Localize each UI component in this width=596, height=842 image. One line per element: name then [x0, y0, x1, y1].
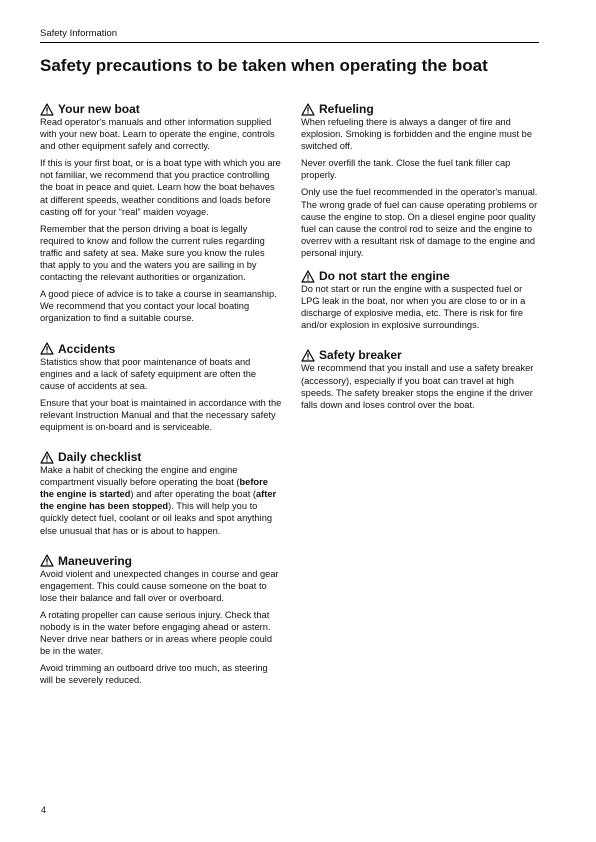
warning-triangle-icon: [301, 270, 315, 283]
section-maneuvering: [40, 554, 282, 687]
warning-triangle-icon: [301, 349, 315, 362]
warning-triangle-icon: [40, 342, 54, 355]
right-column: [301, 102, 543, 416]
paragraph: Never overfill the tank. Close the fuel tank filler cap properly.: [301, 158, 511, 181]
bold-phrase: after the engine has been stopped: [40, 489, 277, 512]
section-refueling: [301, 102, 543, 259]
warning-triangle-icon: [301, 103, 315, 116]
warning-triangle-icon: [40, 103, 54, 116]
paragraph: Remember that the person driving a boat is legally required to know and follow the current rules regarding traffic and safety at sea. Make sure you know the rules that apply to you and the waters you are sailing in by contacting the relevant authorities or organization.: [40, 223, 265, 283]
section-do-not-start-engine: [301, 269, 543, 331]
left-column: [40, 102, 282, 691]
bold-phrase: before the engine is started: [40, 477, 268, 500]
paragraph: A good piece of advice is to take a course in seamanship. We recommend that you contact your local boating organization to find a suitable course.: [40, 289, 277, 324]
paragraph: Ensure that your boat is maintained in accordance with the relevant Instruction Manual and that the necessary safety equipment is on-board and is serviceable.: [40, 397, 282, 432]
warning-triangle-icon: [40, 554, 54, 567]
paragraph: We recommend that you install and use a safety breaker (accessory), especially if you boat can travel at high speeds. The safety breaker stops the engine if the driver falls down and loses control over the boat.: [301, 363, 534, 410]
paragraph: Do not start or run the engine with a suspected fuel or LPG leak in the boat, nor when you are close to or in a discharge of explosive media, etc. There is risk for fire and/or explosion in explosive surroundings.: [301, 284, 526, 331]
section-accidents: [40, 342, 282, 434]
section-heading: Refueling: [319, 102, 374, 116]
section-daily-checklist: [40, 450, 282, 537]
section-heading: Your new boat: [58, 102, 140, 116]
paragraph: Read operator's manuals and other information supplied with your new boat. Learn to operate the engine, controls and other equipment safely and correctly.: [40, 117, 275, 152]
page-number: 4: [41, 805, 47, 815]
paragraph: Only use the fuel recommended in the operator's manual. The wrong grade of fuel can cause operating problems or cause the engine to stop. On a diesel engine poor quality fuel can cause the control rod to seize and the engine to overrev with a resultant risk of damage to the engine and personal injury.: [301, 187, 538, 258]
section-heading: Do not start the engine: [319, 269, 450, 284]
paragraph: When refueling there is always a danger of fire and explosion. Smoking is forbidden and the engine must be switched off.: [301, 117, 533, 152]
section-your-new-boat: [40, 102, 282, 325]
warning-triangle-icon: [40, 451, 54, 464]
section-safety-breaker: [301, 348, 543, 410]
paragraph: A rotating propeller can cause serious injury. Check that nobody is in the water before engaging ahead or astern. Never drive near bathers or in areas where people could be in the water.: [40, 609, 273, 657]
page-title: Safety precautions to be taken when operating the boat: [40, 56, 488, 75]
paragraph: Statistics show that poor maintenance of boats and engines and a lack of safety equipment are often the cause of accidents at sea.: [40, 356, 257, 391]
paragraph: Avoid trimming an outboard drive too much, as steering will be severely reduced.: [40, 663, 268, 686]
section-heading: Maneuvering: [58, 553, 133, 568]
section-heading: Daily checklist: [58, 450, 142, 465]
paragraph: Make a habit of checking the engine and engine compartment visually before operating the boat (before the engine is started) and after operating the boat (after the engine has been stopped). This will help you to quickly detect fuel, coolant or oil leaks and spot anything else unusual that has or is about to happen.: [40, 465, 277, 536]
section-heading: Safety breaker: [319, 348, 402, 363]
running-header: Safety Information: [40, 28, 539, 43]
paragraph: If this is your first boat, or is a boat type with which you are not familiar, we recommend that you practice controlling the boat in peace and quiet. Learn how the boat behaves at different speeds, weather conditions and loads before casting off for your “real” maiden voyage.: [40, 158, 281, 217]
section-heading: Accidents: [58, 341, 116, 356]
paragraph: Avoid violent and unexpected changes in course and gear engagement. This could cause someone on the boat to lose their balance and fall over or overboard.: [40, 568, 279, 603]
